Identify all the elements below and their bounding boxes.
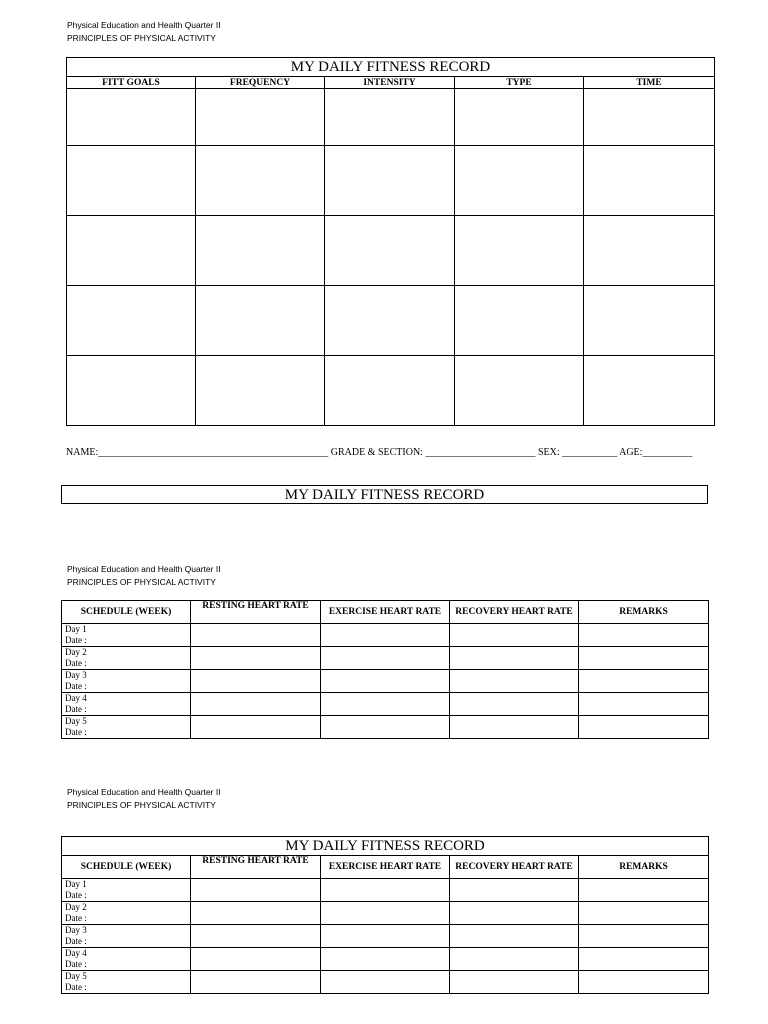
table-row <box>62 971 709 994</box>
frequency-cell[interactable] <box>196 89 325 146</box>
resting-heart-rate-cell[interactable] <box>191 647 321 670</box>
column-header-recovery-heart-rate: RECOVERY HEART RATE <box>450 601 579 624</box>
time-cell[interactable] <box>584 89 715 146</box>
day-schedule-cell <box>62 670 191 693</box>
date-label: Date : <box>65 982 87 992</box>
date-label: Date : <box>65 704 87 714</box>
recovery-heart-rate-cell[interactable] <box>450 693 579 716</box>
day-label: Day 2 <box>65 647 87 657</box>
column-header-resting-heart-rate: RESTING HEART RATE <box>191 856 321 879</box>
type-cell[interactable] <box>455 286 584 356</box>
table-row <box>62 624 709 647</box>
column-header-resting-heart-rate: RESTING HEART RATE <box>191 601 321 624</box>
resting-heart-rate-cell[interactable] <box>191 879 321 902</box>
table-row <box>62 925 709 948</box>
fitt-goal-cell[interactable] <box>67 89 196 146</box>
column-header-time: TIME <box>584 77 715 89</box>
day-schedule-cell <box>62 879 191 902</box>
intensity-cell[interactable] <box>325 356 455 426</box>
age-field[interactable]: AGE:__________ <box>619 447 693 458</box>
table-row <box>62 670 709 693</box>
exercise-heart-rate-cell[interactable] <box>321 902 450 925</box>
column-header-type: TYPE <box>455 77 584 89</box>
day-label: Day 1 <box>65 879 87 889</box>
table-row <box>67 356 715 426</box>
exercise-heart-rate-cell[interactable] <box>321 624 450 647</box>
exercise-heart-rate-cell[interactable] <box>321 971 450 994</box>
doc-header-topic: PRINCIPLES OF PHYSICAL ACTIVITY <box>67 800 216 810</box>
column-header-exercise-heart-rate: EXERCISE HEART RATE <box>321 856 450 879</box>
exercise-heart-rate-cell[interactable] <box>321 879 450 902</box>
column-header-recovery-heart-rate: RECOVERY HEART RATE <box>450 856 579 879</box>
remarks-cell[interactable] <box>579 624 709 647</box>
exercise-heart-rate-cell[interactable] <box>321 647 450 670</box>
date-label: Date : <box>65 913 87 923</box>
recovery-heart-rate-cell[interactable] <box>450 971 579 994</box>
resting-heart-rate-cell[interactable] <box>191 925 321 948</box>
doc-header-subject: Physical Education and Health Quarter II <box>67 787 221 797</box>
day-schedule-cell <box>62 693 191 716</box>
exercise-heart-rate-cell[interactable] <box>321 925 450 948</box>
day-label: Day 2 <box>65 902 87 912</box>
frequency-cell[interactable] <box>196 146 325 216</box>
table-row <box>62 902 709 925</box>
table-row <box>62 716 709 739</box>
column-header-remarks: REMARKS <box>579 856 709 879</box>
time-cell[interactable] <box>584 216 715 286</box>
name-field[interactable]: NAME:______________________________________________ <box>66 447 329 458</box>
date-label: Date : <box>65 635 87 645</box>
doc-header-subject: Physical Education and Health Quarter II <box>67 564 221 574</box>
fitt-goals-table <box>66 57 715 426</box>
table-row <box>67 89 715 146</box>
day-label: Day 3 <box>65 925 87 935</box>
remarks-cell[interactable] <box>579 670 709 693</box>
date-label: Date : <box>65 890 87 900</box>
recovery-heart-rate-cell[interactable] <box>450 624 579 647</box>
intensity-cell[interactable] <box>325 286 455 356</box>
remarks-cell[interactable] <box>579 693 709 716</box>
column-header-frequency: FREQUENCY <box>196 77 325 89</box>
frequency-cell[interactable] <box>196 286 325 356</box>
intensity-cell[interactable] <box>325 89 455 146</box>
table-row <box>67 146 715 216</box>
time-cell[interactable] <box>584 146 715 216</box>
type-cell[interactable] <box>455 89 584 146</box>
intensity-cell[interactable] <box>325 216 455 286</box>
doc-header-topic: PRINCIPLES OF PHYSICAL ACTIVITY <box>67 577 216 587</box>
recovery-heart-rate-cell[interactable] <box>450 948 579 971</box>
resting-heart-rate-cell[interactable] <box>191 624 321 647</box>
day-label: Day 1 <box>65 624 87 634</box>
recovery-heart-rate-cell[interactable] <box>450 716 579 739</box>
recovery-heart-rate-cell[interactable] <box>450 879 579 902</box>
day-label: Day 5 <box>65 971 87 981</box>
fitt-goal-cell[interactable] <box>67 286 196 356</box>
column-header-intensity: INTENSITY <box>325 77 455 89</box>
resting-heart-rate-cell[interactable] <box>191 971 321 994</box>
day-label: Day 3 <box>65 670 87 680</box>
column-header-schedule: SCHEDULE (WEEK) <box>62 856 191 879</box>
intensity-cell[interactable] <box>325 146 455 216</box>
day-schedule-cell <box>62 902 191 925</box>
date-label: Date : <box>65 727 87 737</box>
exercise-heart-rate-cell[interactable] <box>321 693 450 716</box>
doc-header-topic: PRINCIPLES OF PHYSICAL ACTIVITY <box>67 33 216 43</box>
table-row <box>67 286 715 356</box>
recovery-heart-rate-cell[interactable] <box>450 670 579 693</box>
time-cell[interactable] <box>584 356 715 426</box>
column-header-remarks: REMARKS <box>579 601 709 624</box>
type-cell[interactable] <box>455 216 584 286</box>
table-title: MY DAILY FITNESS RECORD <box>67 58 715 77</box>
table-row <box>62 693 709 716</box>
day-schedule-cell <box>62 624 191 647</box>
day-schedule-cell <box>62 925 191 948</box>
fitt-goal-cell[interactable] <box>67 356 196 426</box>
resting-heart-rate-cell[interactable] <box>191 902 321 925</box>
recovery-heart-rate-cell[interactable] <box>450 925 579 948</box>
resting-heart-rate-cell[interactable] <box>191 670 321 693</box>
type-cell[interactable] <box>455 356 584 426</box>
day-schedule-cell <box>62 716 191 739</box>
doc-header-subject: Physical Education and Health Quarter II <box>67 20 221 30</box>
remarks-cell[interactable] <box>579 948 709 971</box>
table-row <box>62 647 709 670</box>
day-label: Day 4 <box>65 693 87 703</box>
exercise-heart-rate-cell[interactable] <box>321 716 450 739</box>
day-schedule-cell <box>62 971 191 994</box>
day-label: Day 5 <box>65 716 87 726</box>
date-label: Date : <box>65 936 87 946</box>
fitt-goal-cell[interactable] <box>67 146 196 216</box>
date-label: Date : <box>65 681 87 691</box>
column-header-fitt-goals: FITT GOALS <box>67 77 196 89</box>
frequency-cell[interactable] <box>196 216 325 286</box>
resting-heart-rate-cell[interactable] <box>191 948 321 971</box>
type-cell[interactable] <box>455 146 584 216</box>
table-row <box>67 216 715 286</box>
heart-rate-table <box>61 600 709 739</box>
remarks-cell[interactable] <box>579 971 709 994</box>
exercise-heart-rate-cell[interactable] <box>321 670 450 693</box>
column-header-schedule: SCHEDULE (WEEK) <box>62 601 191 624</box>
heart-rate-record-table <box>61 836 709 994</box>
sex-field[interactable]: SEX: ___________ <box>537 447 618 458</box>
remarks-cell[interactable] <box>579 879 709 902</box>
table-row <box>62 879 709 902</box>
date-label: Date : <box>65 658 87 668</box>
resting-heart-rate-cell[interactable] <box>191 716 321 739</box>
table-row <box>62 948 709 971</box>
fitt-goal-cell[interactable] <box>67 216 196 286</box>
recovery-heart-rate-cell[interactable] <box>450 902 579 925</box>
remarks-cell[interactable] <box>579 647 709 670</box>
exercise-heart-rate-cell[interactable] <box>321 948 450 971</box>
table-title: MY DAILY FITNESS RECORD <box>62 837 709 856</box>
table-title-box: MY DAILY FITNESS RECORD <box>61 485 708 504</box>
student-info-line <box>66 447 692 458</box>
column-header-exercise-heart-rate: EXERCISE HEART RATE <box>321 601 450 624</box>
recovery-heart-rate-cell[interactable] <box>450 647 579 670</box>
resting-heart-rate-cell[interactable] <box>191 693 321 716</box>
day-label: Day 4 <box>65 948 87 958</box>
time-cell[interactable] <box>584 286 715 356</box>
remarks-cell[interactable] <box>579 902 709 925</box>
remarks-cell[interactable] <box>579 925 709 948</box>
day-schedule-cell <box>62 948 191 971</box>
date-label: Date : <box>65 959 87 969</box>
frequency-cell[interactable] <box>196 356 325 426</box>
grade-section-field[interactable]: GRADE & SECTION: ______________________ <box>330 447 536 458</box>
day-schedule-cell <box>62 647 191 670</box>
remarks-cell[interactable] <box>579 716 709 739</box>
